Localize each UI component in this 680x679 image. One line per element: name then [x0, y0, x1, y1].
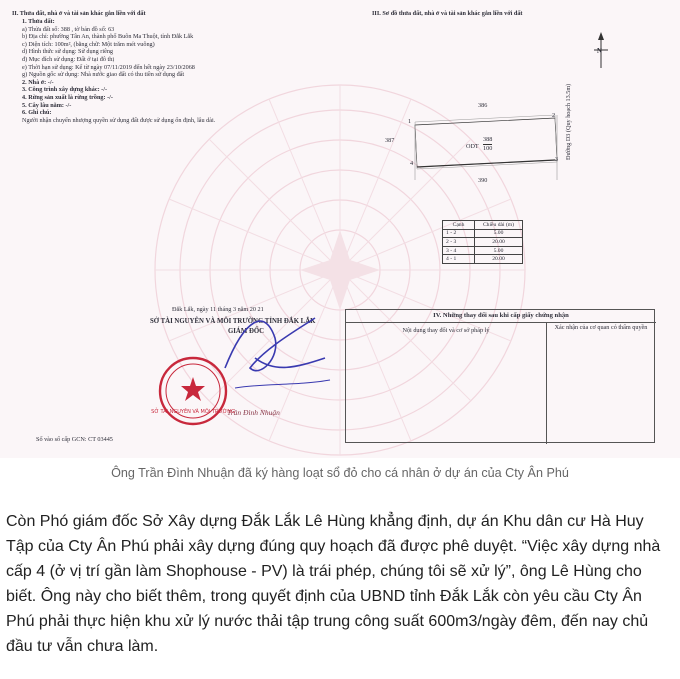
article-paragraph: Còn Phó giám đốc Sở Xây dựng Đắk Lắk Lê Hùng khẳng định, dự án Khu dân cư Hà Huy Tập của Cty Ân Phú phải xây dựng đúng quy hoạch đã được phê duyệt. “Việc xây dựng nhà cấp 4 (ở vị trí gần làm Shophouse - PV) là trái phép, chúng tôi sẽ xử lý”, ông Lê Hùng cho biết. Ông này cho biết thêm, trong quyết định của UBND tỉnh Đắk Lắk còn yêu cầu Cty Ân Phú phải thực hiện khu xử lý nước thải tập trung công suất 600m3/ngày đêm, đến nay chủ đầu tư vẫn chưa làm.	[6, 513, 661, 655]
plot-label-top: 386	[478, 102, 488, 109]
land-parcel-heading: 1. Thửa đất:	[22, 18, 55, 25]
land-info-block	[22, 18, 342, 124]
register-number: Số vào sổ cấp GCN: CT 03445	[36, 436, 113, 443]
table-header-row	[443, 221, 523, 230]
stamp-text: SỞ TÀI NGUYÊN VÀ MÔI TRƯỜNG	[151, 409, 235, 415]
notes-text: Người nhận chuyển nhượng quyền sử dụng đất được sử dụng ổn định, lâu dài.	[22, 116, 216, 124]
table-row	[443, 255, 523, 264]
table-row	[443, 246, 523, 255]
changes-title: IV. Những thay đổi sau khi cấp giấy chứng nhận	[433, 312, 569, 319]
parcel-diagram	[385, 90, 635, 190]
table-row	[443, 229, 523, 238]
usage-term: e) Thời hạn sử dụng: Kể từ ngày 07/11/2019 đến hết ngày 23/10/2068	[22, 63, 195, 71]
image-caption: Ông Trần Đình Nhuận đã ký hàng loạt sổ đỏ cho cá nhân ở dự án của Cty Ân Phú	[111, 466, 569, 480]
parcel-address: b) Địa chỉ: phường Tân An, thành phố Buôn Ma Thuột, tỉnh Đắk Lắk	[22, 33, 194, 41]
table-cell-length: 20.00	[475, 238, 523, 247]
parcel-number: a) Thửa đất số: 388 , tờ bản đồ số: 63	[22, 25, 115, 33]
plot-label-odt: ODT	[466, 143, 479, 150]
usage-purpose: đ) Mục đích sử dụng: Đất ở tại đô thị	[22, 55, 115, 63]
official-red-stamp-icon	[151, 355, 235, 427]
corner-2: 2	[552, 112, 556, 119]
changes-table	[345, 309, 655, 443]
other-construction-line: 3. Công trình xây dựng khác: -/-	[22, 86, 108, 94]
changes-column-divider	[546, 322, 547, 444]
plot-label-bottom: 390	[478, 177, 488, 184]
usage-form: d) Hình thức sử dụng: Sử dụng riêng	[22, 48, 114, 56]
table-cell-edge: 3 - 4	[443, 246, 475, 255]
parcel-area: c) Diện tích: 100m², (bằng chữ: Một trăm mét vuông)	[22, 40, 155, 48]
planted-forest-line: 4. Rừng sản xuất là rừng trồng: -/-	[22, 93, 113, 101]
sign-date: Đắk Lắk, ngày 11 tháng 3 năm 20 21	[172, 306, 264, 313]
table-row	[443, 238, 523, 247]
plot-label-left: 387	[385, 137, 395, 144]
changes-divider	[346, 322, 656, 323]
road-label: Đường D3 (Quy hoạch 13.5m)	[565, 83, 572, 160]
section-ii-title: II. Thửa đất, nhà ở và tài sản khác gắn liền với đất	[12, 10, 146, 17]
section-iii-title: III. Sơ đồ thửa đất, nhà ở và tài sản khác gắn liền với đất	[372, 10, 523, 17]
corner-3: 3	[555, 156, 559, 163]
notes-heading: 6. Ghi chú:	[22, 109, 52, 117]
table-cell-edge: 1 - 2	[443, 229, 475, 238]
changes-col-content: Nội dung thay đổi và cơ sở pháp lý	[402, 327, 490, 334]
table-cell-edge: 2 - 3	[443, 238, 475, 247]
perennial-trees-line: 5. Cây lâu năm: -/-	[22, 101, 72, 109]
plot-label-area: 100	[483, 145, 493, 152]
signer-name: Trần Đình Nhuận	[227, 408, 280, 417]
table-header-length: Chiều dài (m)	[475, 221, 523, 230]
table-header-edge: Cạnh	[443, 221, 475, 230]
signer-title: GIÁM ĐỐC	[228, 328, 265, 335]
table-cell-length: 20.00	[475, 255, 523, 264]
table-cell-edge: 4 - 1	[443, 255, 475, 264]
corner-1: 1	[408, 118, 412, 125]
house-line: 2. Nhà ở: -/-	[22, 78, 54, 86]
corner-4: 4	[410, 160, 414, 167]
usage-origin: g) Nguồn gốc sử dụng: Nhà nước giao đất có thu tiền sử dụng đất	[22, 71, 185, 79]
table-cell-length: 5.00	[475, 246, 523, 255]
issuing-authority: SỞ TÀI NGUYÊN VÀ MÔI TRƯỜNG TỈNH ĐẮK LẮK	[150, 318, 316, 325]
changes-col-confirm: Xác nhận của cơ quan có thẩm quyền	[554, 324, 648, 331]
edge-length-table	[442, 220, 523, 264]
north-label: N	[597, 48, 602, 55]
plot-label-parcel: 388	[483, 136, 493, 143]
table-cell-length: 5.00	[475, 229, 523, 238]
